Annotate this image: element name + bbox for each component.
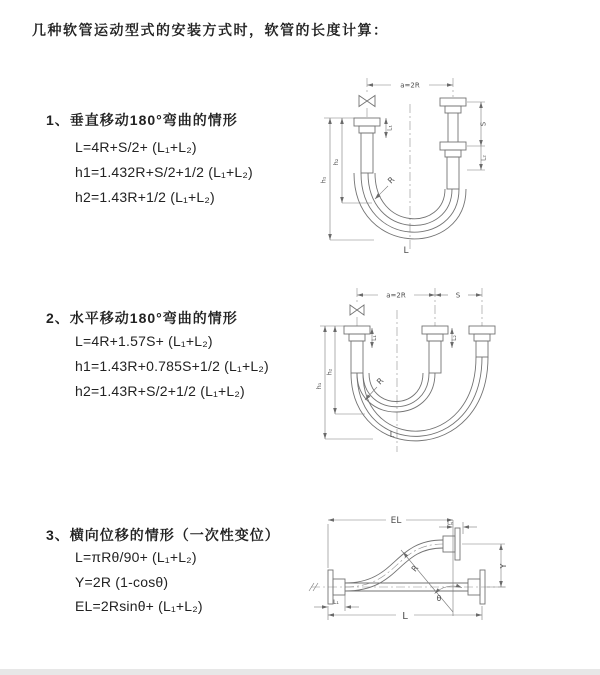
hose-u-curves-original bbox=[357, 373, 435, 412]
dim-label-h1: h₁ bbox=[319, 176, 328, 184]
dimension-S bbox=[435, 292, 482, 300]
dim-label-h1: h₁ bbox=[315, 382, 323, 390]
right-pipe bbox=[440, 98, 466, 189]
section-2-heading: 2、水平移动180°弯曲的情形 bbox=[46, 310, 238, 326]
dimension-L1 bbox=[384, 118, 393, 138]
braided-hose-section bbox=[429, 341, 441, 373]
dim-label-L: L bbox=[389, 430, 395, 439]
dimension-L2 bbox=[439, 520, 477, 535]
dim-label-R: R bbox=[409, 563, 421, 574]
diagram-vertical-180-bend bbox=[312, 72, 597, 262]
section-3-formula-L: L=πRθ/90+ (L₁+L₂) bbox=[75, 549, 197, 565]
dim-label-L1: L₁ bbox=[386, 125, 394, 131]
section-1-formula-h1: h1=1.432R+S/2+1/2 (L₁+L₂) bbox=[75, 164, 253, 180]
valve-icon bbox=[359, 96, 375, 107]
radius-callout bbox=[401, 550, 453, 612]
dim-label-L1: L₁ bbox=[333, 599, 339, 606]
dimension-L2 bbox=[450, 328, 458, 348]
dim-label-h2: h₂ bbox=[325, 368, 334, 376]
dim-label-a2R: a=2R bbox=[400, 81, 420, 90]
section-3-formula-EL: EL=2Rsinθ+ (L₁+L₂) bbox=[75, 598, 203, 614]
braided-hose-section bbox=[361, 133, 373, 173]
diagram-horizontal-180-bend bbox=[315, 282, 595, 460]
section-2-formula-h2: h2=1.43R+S/2+1/2 (L₁+L₂) bbox=[75, 383, 245, 399]
dimension-L1 bbox=[314, 595, 359, 611]
section-3-heading: 3、横向位移的情形（一次性变位） bbox=[46, 527, 280, 543]
dim-label-EL: EL bbox=[390, 516, 402, 526]
dim-label-L2: L₂ bbox=[451, 335, 458, 341]
dim-label-a2R: a=2R bbox=[386, 291, 406, 300]
dimension-a2R bbox=[357, 292, 435, 300]
dim-label-R: R bbox=[375, 376, 386, 387]
braided-hose-section bbox=[447, 157, 459, 189]
dim-label-L1: L₁ bbox=[371, 335, 378, 341]
section-1-formula-L: L=4R+S/2+ (L₁+L₂) bbox=[75, 139, 197, 155]
braided-hose-section bbox=[351, 341, 363, 373]
angle-theta bbox=[435, 584, 462, 603]
dim-label-R: R bbox=[386, 175, 397, 186]
radius-callout bbox=[375, 175, 397, 199]
right-flange bbox=[469, 326, 495, 357]
valve-icon bbox=[350, 305, 364, 315]
dimension-L2 bbox=[467, 146, 488, 170]
dimension-EL bbox=[328, 516, 453, 616]
middle-flange bbox=[422, 326, 448, 373]
dim-label-L2: L₂ bbox=[447, 519, 453, 527]
braided-hose-section bbox=[476, 341, 488, 357]
dimension-L bbox=[328, 606, 482, 622]
dim-label-S: S bbox=[479, 121, 488, 127]
page-title: 几种软管运动型式的安装方式时，软管的长度计算： bbox=[32, 22, 389, 38]
dimension-S bbox=[467, 102, 488, 146]
upper-right-flange bbox=[443, 528, 460, 560]
dim-label-h2: h₂ bbox=[332, 158, 340, 166]
dim-label-S: S bbox=[455, 291, 461, 300]
dimension-h2 bbox=[332, 118, 372, 203]
section-2-formula-h1: h1=1.43R+0.785S+1/2 (L₁+L₂) bbox=[75, 358, 269, 374]
diagram-lateral-displacement bbox=[305, 500, 600, 660]
radius-callout bbox=[365, 376, 386, 400]
dim-label-L: L bbox=[402, 611, 408, 622]
dimension-L1 bbox=[370, 328, 378, 348]
dimension-a2R bbox=[367, 82, 453, 90]
left-flange bbox=[354, 118, 380, 173]
section-1-formula-h2: h2=1.43R+1/2 (L₁+L₂) bbox=[75, 189, 215, 205]
dim-label-L2: L₂ bbox=[480, 155, 488, 161]
section-1-heading: 1、垂直移动180°弯曲的情形 bbox=[46, 112, 238, 128]
dimension-h1 bbox=[320, 118, 375, 240]
dim-label-Y: Y bbox=[499, 563, 508, 569]
page-bottom-edge bbox=[0, 669, 600, 675]
dim-label-theta: θ bbox=[436, 594, 442, 603]
section-2-formula-L: L=4R+1.57S+ (L₁+L₂) bbox=[75, 333, 213, 349]
section-3-formula-Y: Y=2R (1-cosθ) bbox=[75, 574, 169, 590]
dimension-h2 bbox=[326, 326, 366, 414]
dim-label-L: L bbox=[403, 246, 409, 256]
left-flange bbox=[344, 326, 370, 373]
hose-u-curves-displaced bbox=[351, 357, 488, 441]
